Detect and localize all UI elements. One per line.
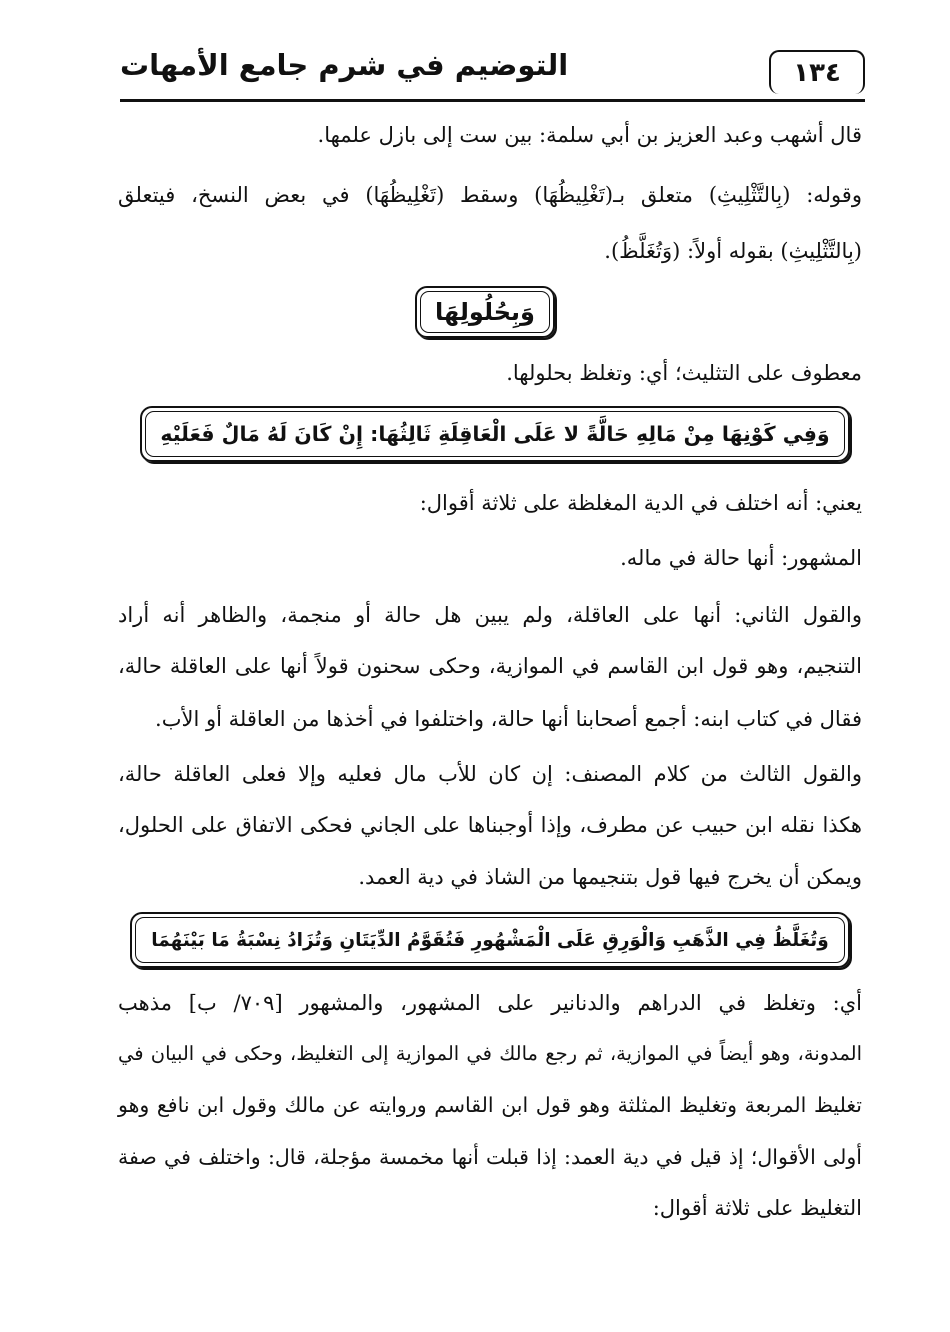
paragraph-line: أي: وتغلظ في الدراهم والدنانير على المشهور، والمشهور [٧٠٩/ ب] مذهب	[118, 991, 862, 1015]
matn-box-2	[140, 406, 850, 462]
matn-text: وَتُغَلَّظُ فِي الذَّهَبِ وَالْوَرِقِ عَلَى الْمَشْهُورِ فَتُقَوَّمُ الدِّيَتَانِ وَتُزَادُ نِسْبَةُ مَا بَيْنَهُمَا	[151, 929, 829, 951]
paragraph-line: فقال في كتاب ابنه: أجمع أصحابنا أنها حالة، واختلفوا في أخذها من العاقلة أو الأب.	[155, 707, 862, 731]
paragraph-line: قال أشهب وعبد العزيز بن أبي سلمة: بين ست إلى بازل علمها.	[317, 123, 862, 147]
page-header	[120, 40, 865, 102]
paragraph-line: المدونة، وهو أيضاً في الموازية، ثم رجع مالك في الموازية إلى التغليظ، وحكى في البيان في	[118, 1042, 862, 1065]
paragraph-line: والقول الثالث من كلام المصنف: إن كان للأب مال فعليه وإلا فعلى العاقلة حالة،	[118, 762, 862, 786]
paragraph-line: وقوله: (بِالتَّثْلِيثِ) متعلق بـ(تَغْلِيظُهَا) وسقط (تَغْلِيظُهَا) في بعض النسخ، فيتعلق	[118, 183, 862, 207]
paragraph-line: (بِالتَّثْلِيثِ) بقوله أولاً: (وَتُغَلَّظُ).	[604, 239, 862, 263]
paragraph-line: هكذا نقله ابن حبيب عن مطرف، وإذا أوجبناها على الجاني فحكى الاتفاق على الحلول،	[118, 813, 862, 837]
paragraph-line: معطوف على التثليث؛ أي: وتغلظ بحلولها.	[506, 361, 862, 385]
matn-text: وَفِي كَوْنِهَا مِنْ مَالِهِ حَالَّةً لا عَلَى الْعَاقِلَةِ ثَالِثُهَا: إِنْ كَانَ لَهُ مَالٌ فَعَلَيْهِ	[160, 422, 830, 446]
matn-box-1	[415, 286, 555, 338]
paragraph-line: التنجيم، وهو قول ابن القاسم في الموازية، وحكى سحنون قولاً أنها على العاقلة حالة،	[118, 654, 862, 678]
paragraph-line: تغليظ المربعة وتغليظ المثلثة وهو قول ابن القاسم وروايته عن مالك وقول ابن نافع وهو	[118, 1093, 862, 1117]
paragraph-line: المشهور: أنها حالة في ماله.	[620, 546, 862, 570]
paragraph-line: التغليظ على ثلاثة أقوال:	[652, 1196, 862, 1220]
matn-text: وَبِحُلُولِهَا	[435, 298, 535, 326]
matn-box-3	[130, 912, 850, 968]
page-number-frame	[769, 50, 865, 94]
running-title: التوضيم في شرم جامع الأمهات	[120, 48, 569, 82]
paragraph-line: يعني: أنه اختلف في الدية المغلظة على ثلاثة أقوال:	[419, 491, 862, 515]
page-number: ١٣٤	[793, 58, 841, 88]
paragraph-line: أولى الأقوال؛ إذ قيل في دية العمد: إذا قبلت أنها مخمسة مؤجلة، قال: واختلف في صفة	[118, 1145, 862, 1169]
paragraph-line: والقول الثاني: أنها على العاقلة، ولم يبين هل حالة أو منجمة، والظاهر أنه أراد	[118, 603, 862, 627]
header-rule	[120, 99, 865, 102]
paragraph-line: ويمكن أن يخرج فيها قول بتنجيمها من الشاذ في دية العمد.	[358, 865, 862, 889]
